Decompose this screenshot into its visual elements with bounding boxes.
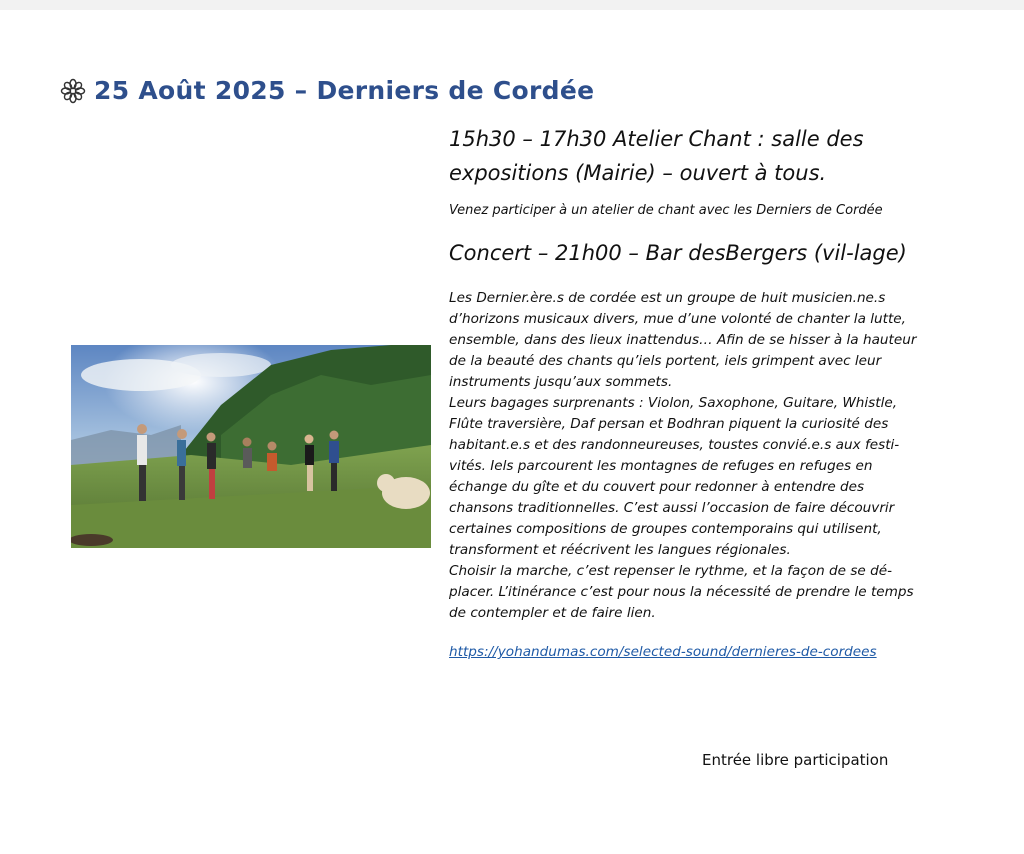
flower-icon bbox=[60, 78, 86, 104]
top-strip bbox=[0, 0, 1024, 10]
concert-title: Concert – 21h00 – Bar desBergers (vil-lage) bbox=[449, 241, 907, 265]
description-paragraph: Choisir la marche, c’est repenser le rythme, et la façon de se dé-placer. L’itinérance c’est pour nous la nécessité de prendre le temps de contempler et de faire lien. bbox=[449, 563, 914, 621]
atelier-title: 15h30 – 17h30 Atelier Chant : salle des expositions (Mairie) – ouvert à tous. bbox=[449, 127, 864, 185]
description-paragraph: Les Dernier.ère.s de cordée est un groupe de huit musicien.ne.s d’horizons musicaux divers, mue d’une volonté de chanter la lutte, ensemble, dans des lieux inattendus… Afin de se hisser à la hauteur de la beauté des chants qu’iels portent, iels grimpent avec leur instruments jusqu’aux sommets. bbox=[449, 290, 917, 390]
entry-note: Entrée libre participation bbox=[702, 751, 889, 769]
content-column bbox=[449, 122, 919, 660]
event-heading bbox=[60, 76, 594, 105]
description-paragraph: Leurs bagages surprenants : Violon, Saxophone, Guitare, Whistle, Flûte traversière, Daf persan et Bodhran piquent la curiosité des habitant.e.s et des randonneureuses, toustes convié.e.s aux festi-vités. Iels parcourent les montagnes de refuges en refuges en échange du gîte et du couvert pour redonner à entendre des chansons traditionnelles. C’est aussi l’occasion de faire découvrir certaines compositions de groupes contemporains qui utilisent, transforment et réécrivent les langues régionales. bbox=[449, 395, 900, 558]
concert-description bbox=[449, 288, 919, 624]
band-link[interactable]: https://yohandumas.com/selected-sound/dernieres-de-cordees bbox=[449, 644, 877, 660]
band-photo bbox=[71, 345, 431, 548]
page-title: 25 Août 2025 – Derniers de Cordée bbox=[94, 76, 595, 105]
atelier-description: Venez participer à un atelier de chant avec les Derniers de Cordée bbox=[449, 203, 883, 218]
